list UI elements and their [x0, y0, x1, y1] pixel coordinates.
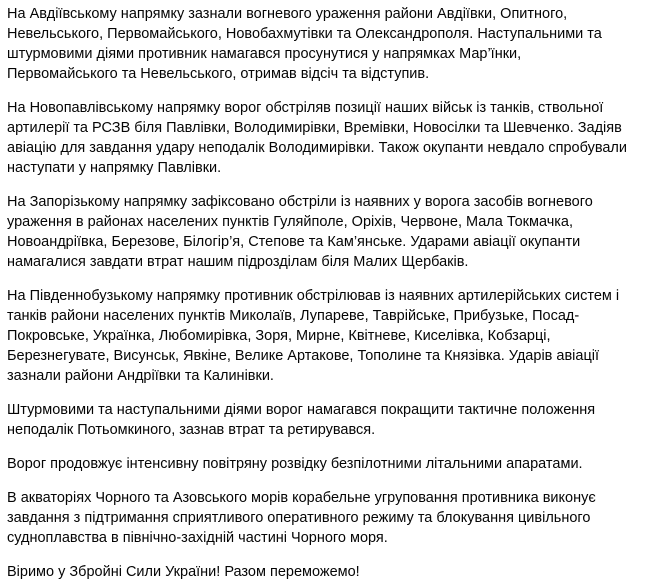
paragraph-avdiivka: На Авдіївському напрямку зазнали вогневого ураження райони Авдіївки, Опитного, Невельського, Первомайського, Новобахмутівки та Олександрополя. Наступальними та штурмовими діями противник намагався просунутися у напрямках Мар’їнки, Первомайського та Невельського, отримав відсіч та відступив.	[7, 6, 602, 82]
paragraph-air-reconnaissance: Ворог продовжує інтенсивну повітряну розвідку безпілотними літальними апаратами.	[7, 456, 583, 472]
paragraph-novopavlivka: На Новопавлівському напрямку ворог обстріляв позиції наших військ із танків, ствольної артилерії та РСЗВ біля Павлівки, Володимирівки, Времівки, Новосілки та Шевченко. Задіяв авіацію для завдання удару неподалік Володимирівки. Також окупанти невдало спробували наступати у напрямку Павлівки.	[7, 100, 627, 176]
paragraph-black-sea: В акваторіях Чорного та Азовського морів корабельне угруповання противника виконує завдання з підтримання сприятливого оперативного режиму та блокування цивільного судноплавства в північно-західній частині Чорного моря.	[7, 490, 596, 546]
paragraph-pivdennobuzkyi: На Південнобузькому напрямку противник обстрілював із наявних артилерійських систем і танків райони населених пунктів Миколаїв, Лупареве, Таврійське, Прибузьке, Посад- Покровське, Українка, Любомирівка, Зоря, Мирне, Квітневе, Киселівка, Кобзарці, Березнегувате, Висунськ, Явкіне, Велике Артакове, Тополине та Князівка. Ударів авіації зазнали райони Андріївки та Калинівки.	[7, 288, 620, 384]
paragraph-zaporizhzhia: На Запорізькому напрямку зафіксовано обстріли із наявних у ворога засобів вогневого ураження в районах населених пунктів Гуляйполе, Оріхів, Червоне, Мала Токмачка, Новоандріївка, Березове, Білогір’я, Степове та Кам’янське. Ударами авіації окупанти намагалися завдати втрат нашим підрозділам біля Малих Щербаків.	[7, 194, 593, 270]
paragraph-assault-actions: Штурмовими та наступальними діями ворог намагався покращити тактичне положення неподалік Потьомкиного, зазнав втрат та ретирувався.	[7, 402, 596, 438]
paragraph-closing: Віримо у Збройні Сили України! Разом переможемо!	[7, 564, 360, 580]
